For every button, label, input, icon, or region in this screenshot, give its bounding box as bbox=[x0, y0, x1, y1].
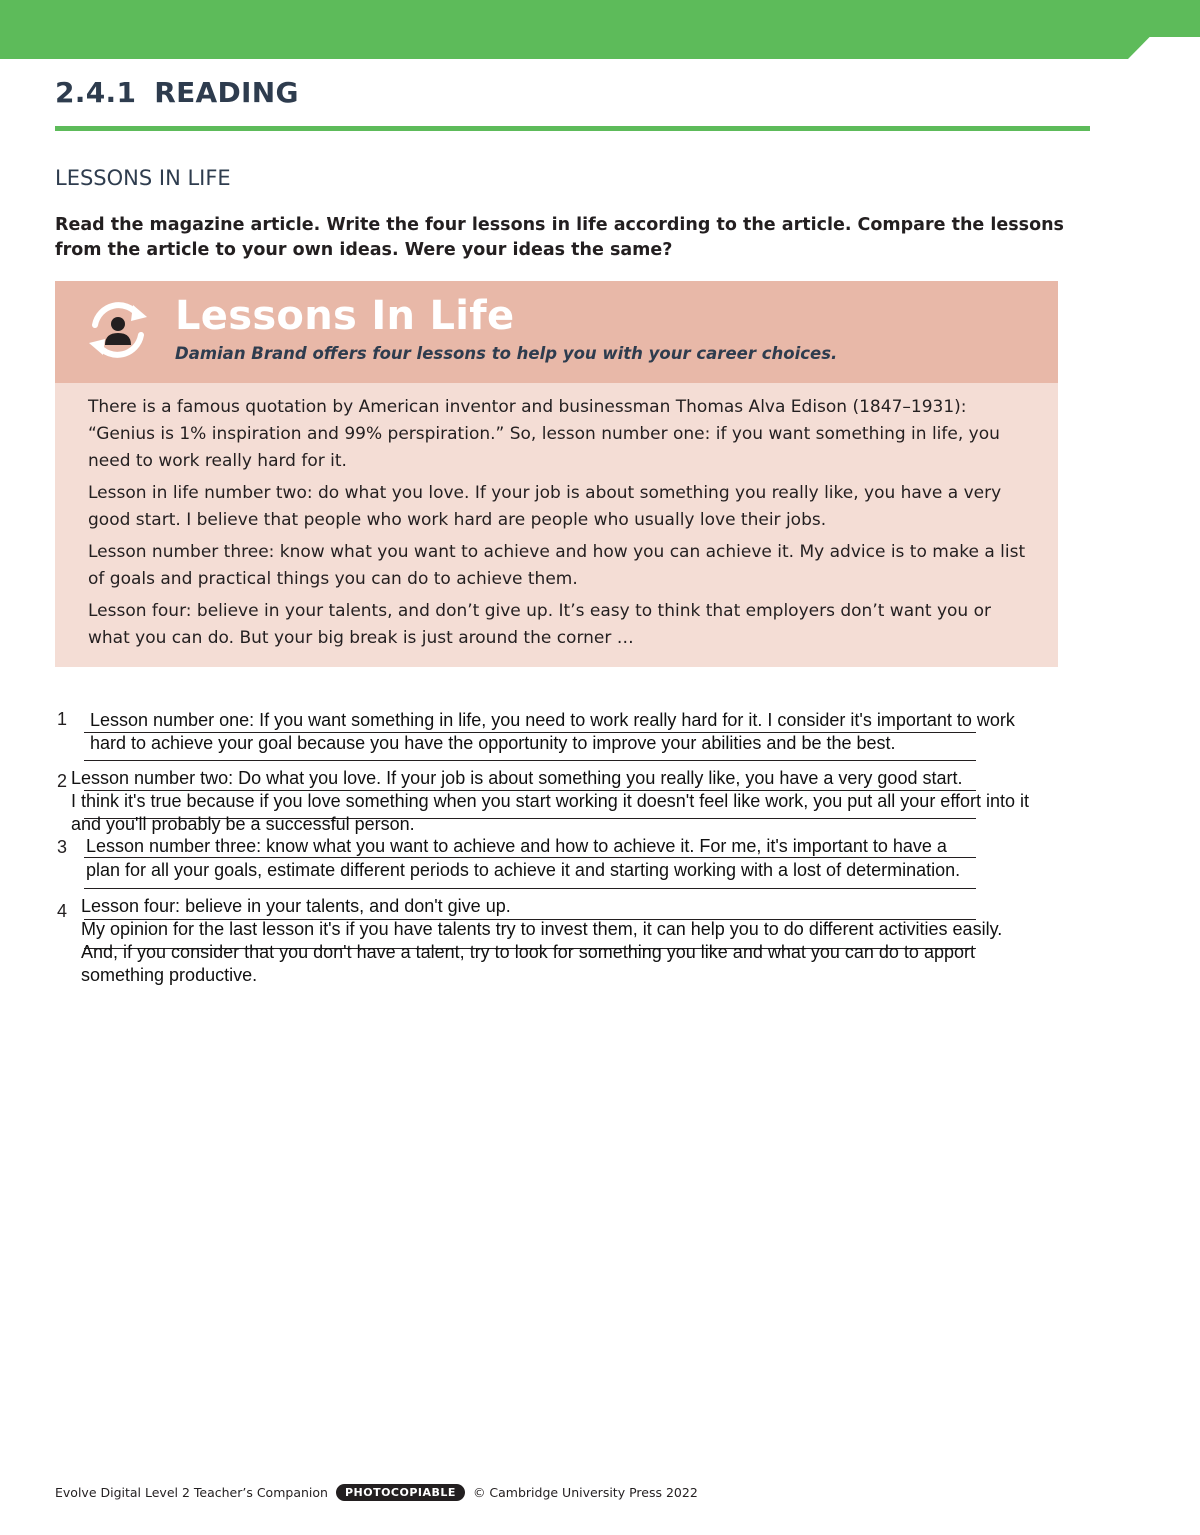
answer-line[interactable]: I think it's true because if you love something when you start working it doesn't feel like work, you put all your effort into it bbox=[71, 791, 1030, 811]
answer-line[interactable]: and you'll probably be a successful person. bbox=[71, 814, 415, 834]
answer-rule bbox=[84, 760, 976, 761]
article-subtitle: Damian Brand offers four lessons to help you with your career choices. bbox=[175, 344, 838, 363]
answer-number: 4 bbox=[57, 901, 68, 921]
section-title: READING bbox=[154, 76, 299, 109]
page-footer bbox=[55, 1484, 698, 1501]
footer-book-title: Evolve Digital Level 2 Teacher’s Companion bbox=[55, 1485, 328, 1500]
article-paragraph: Lesson in life number two: do what you love. If your job is about something you really like, you have a very good start. I believe that people who work hard are people who usually love their jobs. bbox=[88, 483, 1002, 530]
answer-line[interactable]: something productive. bbox=[81, 965, 258, 985]
exercise-instructions: Read the magazine article. Write the four lessons in life according to the article. Compare the lessons from the article to your own ideas. Were your ideas the same? bbox=[55, 215, 1064, 260]
page-subtitle: LESSONS IN LIFE bbox=[55, 166, 231, 190]
answer-line[interactable]: hard to achieve your goal because you have the opportunity to improve your abilities and be the best. bbox=[90, 733, 896, 753]
answer-line[interactable]: And, if you consider that you don't have a talent, try to look for something you like and what you can do to apport bbox=[81, 942, 975, 962]
answer-number: 3 bbox=[57, 837, 68, 857]
answer-line[interactable]: Lesson number three: know what you want to achieve and how to achieve it. For me, it's important to have a bbox=[86, 836, 947, 856]
article-paragraph: Lesson four: believe in your talents, and don’t give up. It’s easy to think that employers don’t want you or what you can do. But your big break is just around the corner … bbox=[88, 601, 991, 648]
answer-line[interactable]: Lesson four: believe in your talents, and don't give up. bbox=[81, 896, 511, 916]
article-paragraph: There is a famous quotation by American inventor and businessman Thomas Alva Edison (1847–1931): “Genius is 1% inspiration and 99% perspiration.” So, lesson number one: if you want something in life, you need to work really hard for it. bbox=[88, 397, 1000, 471]
magazine-article bbox=[55, 281, 1058, 667]
article-header bbox=[55, 281, 1058, 383]
top-color-band bbox=[0, 0, 1200, 59]
answer-line[interactable]: My opinion for the last lesson it's if you have talents try to invest them, it can help you to do different activities easily. bbox=[81, 919, 1003, 939]
article-paragraph: Lesson number three: know what you want to achieve and how you can achieve it. My advice is to make a list of goals and practical things you can do to achieve them. bbox=[88, 542, 1026, 589]
answer-rule bbox=[84, 888, 976, 889]
photocopiable-badge: PHOTOCOPIABLE bbox=[336, 1484, 465, 1501]
article-body bbox=[88, 394, 1028, 657]
answer-number: 1 bbox=[57, 709, 68, 729]
answer-number: 2 bbox=[57, 771, 68, 791]
answer-rule bbox=[84, 857, 976, 858]
answer-line[interactable]: Lesson number one: If you want something in life, you need to work really hard for it. I consider it's important to work bbox=[90, 710, 1015, 730]
answer-line[interactable]: Lesson number two: Do what you love. If your job is about something you really like, you have a very good start. bbox=[71, 768, 963, 788]
footer-copyright: © Cambridge University Press 2022 bbox=[472, 1485, 698, 1500]
section-divider bbox=[55, 126, 1090, 131]
article-title: Lessons In Life bbox=[175, 293, 515, 339]
section-number: 2.4.1 bbox=[55, 76, 137, 109]
section-heading bbox=[55, 76, 299, 109]
answer-line[interactable]: plan for all your goals, estimate different periods to achieve it and starting working with a lost of determination. bbox=[86, 860, 961, 880]
person-refresh-icon bbox=[83, 295, 153, 365]
